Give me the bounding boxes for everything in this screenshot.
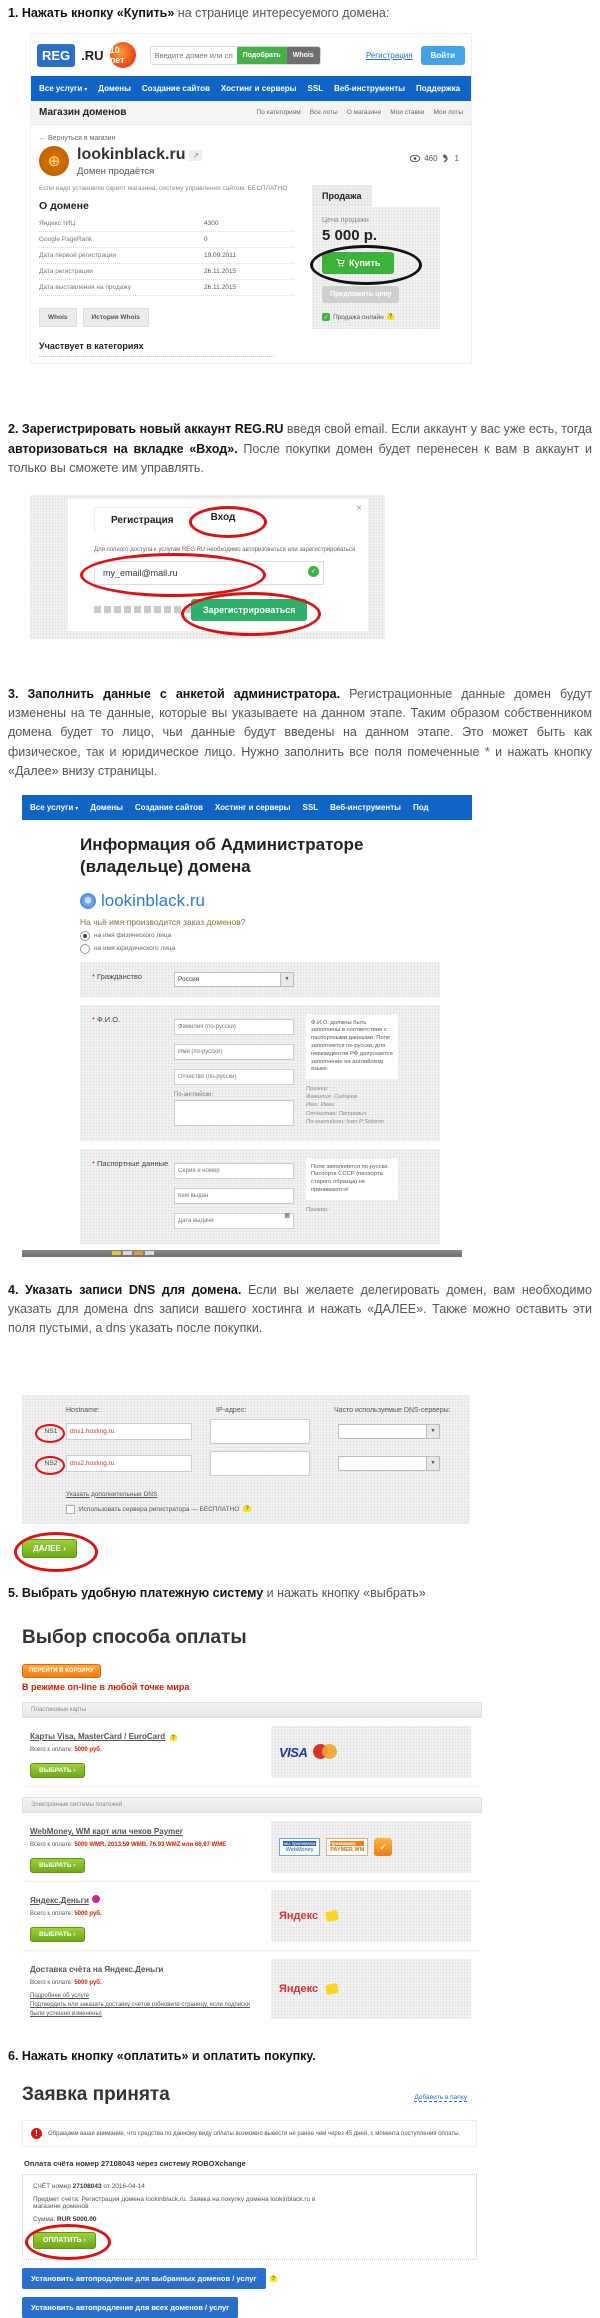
nav-item-all-services[interactable] — [30, 803, 78, 812]
cart-icon — [336, 259, 345, 267]
table-row — [39, 216, 294, 232]
radio-individual-row[interactable] — [80, 931, 472, 941]
subnav-my-lots[interactable]: Мои лоты — [433, 109, 463, 117]
table-row — [39, 232, 294, 248]
registrar-dns-checkbox-row — [66, 1505, 456, 1514]
screenshot-domain-store — [30, 33, 472, 364]
autorenew-selected-row — [22, 2268, 477, 2289]
about-domain-title: О домене — [39, 200, 89, 213]
ns-label: NS1 — [44, 1427, 58, 1435]
step-6-text — [8, 2047, 592, 2066]
whois-button[interactable]: Whois — [39, 308, 77, 327]
email-field[interactable] — [94, 561, 324, 585]
select-button[interactable] — [30, 1858, 85, 1873]
select-label: ВЫБРАТЬ — [39, 1862, 72, 1870]
fio-hint-column — [306, 1015, 398, 1131]
external-link-icon[interactable]: ↗ — [189, 150, 202, 161]
method-info — [30, 1821, 255, 1873]
select-label: ВЫБРАТЬ — [39, 1931, 72, 1939]
total-amount: 5000 руб. — [74, 1980, 102, 1987]
nav-item-sites[interactable]: Создание сайтов — [134, 803, 203, 813]
ns1-hostname-field[interactable] — [66, 1423, 192, 1440]
checkbox[interactable] — [66, 1505, 75, 1514]
fio-example — [306, 1085, 398, 1126]
method-name: Доставка счёта на Яндекс.Деньги — [30, 1965, 164, 1975]
nav-item-all-services[interactable] — [39, 84, 87, 93]
row-label: Дата первой регистрации — [39, 252, 117, 260]
modal-bottom-row — [94, 599, 358, 621]
radio-legal-label: на имя юридического лица — [94, 945, 176, 953]
yandex-logo: Яндекс — [279, 1910, 319, 1923]
invoice-number: 27108043 — [72, 2183, 102, 2191]
row-value: 19.09.2011 — [204, 252, 237, 260]
buy-label: Купить — [349, 258, 381, 269]
whois-header-button[interactable]: Whois — [287, 47, 320, 64]
step-4-rest: Если вы желаете делегировать домен, вам необходимо указать для домена dns записи вашего хостинга и нажать «ДАЛЕЕ». Также можно оставить эти поля пустыми, а dns указать после покупки. — [8, 1282, 592, 1336]
domain-row — [80, 891, 472, 911]
add-to-folder-link[interactable]: Добавить в папку — [414, 2094, 467, 2102]
citizenship-section — [80, 962, 440, 997]
step-2-rest2: После покупки домен будет перенесен к вам в аккаунт и только вы сможете им управлять. — [8, 441, 592, 476]
select-label: ВЫБРАТЬ — [39, 1767, 72, 1775]
dns-box — [22, 1395, 470, 1524]
example-line: Фамилия: Сидоров — [306, 1094, 358, 1101]
order-accepted-title: Заявка принята — [22, 2084, 170, 2106]
firstname-field[interactable] — [174, 1044, 294, 1060]
citizenship-label — [92, 972, 174, 987]
passport-label — [92, 1159, 174, 1234]
ns2-tag — [36, 1460, 66, 1467]
method-total — [30, 1911, 255, 1917]
passport-example-label: Пример: — [306, 1206, 329, 1213]
dns-column-headers — [36, 1407, 456, 1414]
regru-logo[interactable]: REG — [37, 44, 75, 67]
passport-inputs — [174, 1159, 292, 1234]
whois-history-button[interactable]: История Whois — [83, 308, 149, 327]
screenshot-cut-edge — [22, 1250, 462, 1257]
nav-label: Все услуги — [30, 803, 74, 813]
required-mark: * — [92, 1158, 95, 1168]
method-link[interactable]: WebMoney, WM карт или чеков Paymer — [30, 1827, 183, 1837]
step-1-rest: на странице интересуемого домена: — [174, 6, 390, 20]
signup-modal — [68, 499, 368, 631]
help-icon[interactable]: ? — [245, 1506, 250, 1513]
step-3-text — [8, 685, 592, 782]
invoice-subject-line: Предмет счёта: Регистрация домена lookinblack.ru. Заявка на покупку домена lookinblack.ru в магазине доменов — [33, 2196, 316, 2211]
total-label: Всего к оплате: — [30, 1980, 73, 1987]
chevron-down-icon: ▼ — [426, 1425, 439, 1438]
group-header-emoney: Электронные системы платежей — [22, 1797, 482, 1813]
nav-item-ssl[interactable]: SSL — [307, 84, 324, 94]
invoice-sum-line — [33, 2216, 466, 2223]
next-button[interactable] — [22, 1539, 77, 1558]
price-label: Цена продажи — [322, 217, 369, 225]
help-icon[interactable]: ? — [271, 2275, 276, 2282]
warning-box — [22, 2120, 477, 2147]
step-1-text — [8, 4, 592, 23]
help-icon[interactable]: ? — [388, 314, 393, 321]
step-2-bold1: 2. Зарегистрировать новый аккаунт REG.RU — [8, 422, 284, 437]
webmoney-caption: мы принимаем — [284, 1841, 316, 1847]
gavel-icon — [442, 154, 451, 163]
sale-tab[interactable]: Продажа — [312, 185, 372, 207]
method-total — [30, 1842, 255, 1848]
screenshot-dns-form — [22, 1395, 470, 1558]
lot-left-column — [39, 185, 294, 357]
method-total — [30, 1747, 255, 1753]
row-label: Google PageRank — [39, 236, 93, 244]
owner-question: На чьё имя производится заказ доменов? — [80, 916, 246, 927]
domain-header-row — [39, 146, 463, 177]
radio-legal-row[interactable] — [80, 944, 472, 954]
method-link[interactable]: Карты Visa, MasterCard / EuroCard — [30, 1732, 166, 1742]
regru-logo-ru: .RU — [81, 47, 104, 63]
paymer-caption: принимаем — [330, 1841, 364, 1846]
invoice-number-pre: СЧЁТ номер — [33, 2183, 73, 2191]
mastercard-logo — [313, 1744, 339, 1760]
subnav-about-store[interactable]: О магазине — [346, 109, 382, 117]
payment-method-row — [22, 1813, 482, 1882]
next-button-wrap — [22, 1538, 112, 1558]
row-value: 0 — [204, 236, 208, 244]
row-value: 26.11.2015 — [204, 284, 237, 292]
step-1-bold: 1. Нажать кнопку «Купить» — [8, 6, 175, 20]
lot-page-body — [31, 125, 471, 363]
chevron-down-icon: ▼ — [280, 973, 293, 986]
back-to-store-link[interactable] — [39, 135, 463, 142]
pay-button-wrap — [33, 2229, 113, 2249]
search-submit-button[interactable]: Подобрать — [237, 47, 287, 64]
nav-item-domains[interactable]: Домены — [90, 803, 123, 813]
total-label: Всего к оплате: — [30, 1911, 73, 1918]
autorenew-selected-button[interactable]: Установить автопродление для выбранных доменов / услуг — [22, 2268, 266, 2289]
lot-stats — [410, 146, 463, 163]
login-button[interactable]: Войти — [421, 46, 465, 65]
invoice-box — [22, 2174, 477, 2260]
method-logos — [271, 1959, 471, 2019]
middlename-field[interactable] — [174, 1069, 294, 1085]
row-label: Яндекс тИЦ — [39, 220, 76, 228]
arrow-right-icon: › — [73, 1767, 76, 1775]
sum-label: Сумма: — [33, 2216, 58, 2224]
screenshot-invoice — [22, 2076, 477, 2318]
method-info — [30, 1726, 255, 1778]
secure-check-icon: ✓ — [374, 1838, 392, 1856]
coin-icon — [325, 1983, 339, 1995]
table-row — [39, 248, 294, 264]
nav-item-domains[interactable]: Домены — [98, 84, 131, 94]
domain-title-block — [77, 146, 202, 177]
citizenship-select[interactable] — [174, 972, 294, 987]
yandex-money-icon — [92, 1895, 100, 1903]
webmoney-label: WebMoney — [285, 1847, 314, 1854]
lot-columns — [39, 185, 463, 357]
domain-name: lookinblack.ru — [77, 146, 186, 164]
step-4-bold: 4. Указать записи DNS для домена. — [8, 1282, 242, 1297]
webmoney-logo — [279, 1838, 320, 1856]
eye-icon — [410, 155, 420, 162]
anniversary-badge: 10 лет — [110, 42, 136, 68]
row-label: Дата регистрации — [39, 268, 93, 276]
arrow-right-icon: › — [63, 1543, 66, 1553]
required-mark: * — [92, 971, 95, 981]
method-logos — [271, 1890, 471, 1942]
passport-section — [80, 1149, 440, 1244]
dns-row-ns1 — [36, 1419, 456, 1444]
sale-price: 5 000 р. — [322, 227, 378, 245]
row-value: 26.11.2015 — [204, 268, 237, 276]
nav-item-hosting[interactable]: Хостинг и серверы — [214, 803, 291, 813]
tab-login[interactable]: Вход — [210, 511, 236, 523]
nav-item-sites[interactable]: Создание сайтов — [141, 84, 210, 94]
row-label: Дата выставления на продажу — [39, 284, 132, 292]
store-subnav — [31, 101, 471, 125]
yandex-logo: Яндекс — [279, 1983, 319, 1996]
screenshot-admin-form — [22, 795, 472, 1256]
warning-icon: ! — [31, 2128, 42, 2139]
views-count: 460 — [424, 154, 438, 164]
payment-method-row — [22, 1882, 482, 1951]
passport-date-wrap — [174, 1209, 294, 1226]
step-2-text — [8, 420, 592, 478]
store-title: Магазин доменов — [39, 107, 127, 119]
fio-hint: Ф.И.О. должны быть заполнены в соответствии с паспортными данными. Поле заполняется по-русски, для нерезидентов РФ допускается заполнение на английском языке. — [306, 1015, 398, 1080]
confirm-delivery-link[interactable]: Подтвердить или заказать доставку счетов (обновите страницу, если подписки были успешно изменены) — [30, 2002, 251, 2018]
passport-date-field[interactable] — [174, 1213, 294, 1229]
help-icon[interactable]: ? — [171, 1735, 176, 1742]
label-text: Паспортные данные — [97, 1158, 169, 1168]
payment-method-row — [22, 1718, 482, 1787]
whois-buttons — [39, 308, 294, 327]
buy-button[interactable] — [322, 252, 394, 274]
auth-info-text: Для полного доступа к услугам REG.RU необходимо авторизоваться или зарегистрироваться — [94, 546, 356, 553]
ns1-ip-field[interactable] — [210, 1419, 310, 1444]
passport-hint: Поле заполняется по-русски. Паспорта СССР (паспорта старого образца) не принимаются! — [306, 1159, 398, 1200]
pay-label: ОПЛАТИТЬ — [43, 2237, 82, 2245]
ns2-common-select[interactable] — [338, 1456, 440, 1471]
passport-issuer-field[interactable] — [174, 1188, 294, 1204]
domain-status: Домен продаётся — [77, 166, 155, 178]
passport-number-field[interactable] — [174, 1163, 294, 1179]
domain-search-bar — [150, 46, 321, 65]
ns1-common-select[interactable] — [338, 1424, 440, 1439]
subnav-by-category[interactable]: По категориям — [256, 109, 301, 117]
invoice-number-post: от 2016-04-14 — [101, 2183, 145, 2191]
step-5-bold: 5. Выбрать удобную платежную систему — [8, 1585, 264, 1600]
back-arrow-icon: ← — [39, 135, 46, 143]
table-row — [39, 280, 294, 296]
nav-label: Все услуги — [39, 84, 83, 94]
label-text: Ф.И.О. — [97, 1014, 121, 1024]
total-amount: 5000 WMR, 2013.59 WMB, 76.93 WMZ или 66.97 WME — [74, 1842, 227, 1849]
domain-search-input[interactable] — [151, 47, 237, 64]
screenshot-signup-modal — [30, 495, 385, 639]
payment-title: Выбор способа оплаты — [22, 1627, 247, 1649]
nav-item-support[interactable]: Под — [413, 803, 429, 813]
nav-item-webtools[interactable]: Веб-инструменты — [330, 803, 401, 813]
arrow-right-icon: › — [73, 1931, 76, 1939]
example-line: Имя: Иван — [306, 1102, 334, 1109]
signup-button[interactable]: Зарегистрироваться — [191, 599, 307, 621]
invoice-pay-heading: Оплата счёта номер 27108043 через систему ROBOXchange — [24, 2159, 246, 2169]
seller-note: Если надо установлю скрипт магазина, систему управления сайтом. БЕСПЛАТНО — [39, 185, 288, 193]
chevron-down-icon: ▾ — [84, 87, 88, 94]
row-value: 4300 — [204, 220, 219, 228]
main-nav — [31, 76, 471, 101]
method-info — [30, 1890, 255, 1942]
sum-value: RUR 5000.00 — [57, 2216, 97, 2224]
header-account-area — [366, 46, 465, 65]
fio-label — [92, 1015, 174, 1131]
admin-form-title: Информация об Администраторе (владельце) домена — [80, 835, 364, 877]
sale-online-label: Продажа онлайн — [333, 313, 384, 321]
english-name-field[interactable] — [174, 1100, 294, 1126]
ns2-hostname-field[interactable] — [66, 1455, 192, 1472]
example-label: Пример: — [306, 1086, 329, 1093]
method-logos — [271, 1726, 471, 1778]
radio-individual-label: на имя физического лица — [94, 932, 172, 940]
sale-panel-body — [312, 207, 440, 329]
go-to-cart-button[interactable]: ПЕРЕЙТИ В КОРЗИНУ — [22, 1664, 101, 1678]
sale-panel — [312, 185, 440, 357]
required-mark: * — [92, 1014, 95, 1024]
back-label: Вернуться в магазин — [47, 135, 116, 143]
close-icon[interactable]: × — [356, 502, 362, 514]
subnav-my-bids[interactable]: Мои ставки — [390, 109, 425, 117]
delivery-links — [30, 1992, 255, 2019]
ip-header: IP-адрес: — [216, 1406, 247, 1414]
select-button[interactable] — [30, 1927, 85, 1942]
categories-title: Участвует в категориях — [39, 341, 274, 357]
total-amount: 5000 руб. — [74, 1911, 102, 1918]
warning-text: Обращаем ваше внимание, что средства по данному виду оплаты возможно вывести не ранее чем через 45 дней, с момента поступления оплаты. — [48, 2130, 461, 2137]
method-link[interactable]: Яндекс.Деньги — [30, 1896, 89, 1906]
dns-row-ns2 — [36, 1451, 456, 1476]
lastname-field[interactable] — [174, 1019, 294, 1035]
checkbox-label: Использовать сервера регистратора — БЕСПЛАТНО — [79, 1505, 240, 1513]
autorenew-all-row — [22, 2297, 477, 2318]
ns1-tag — [36, 1428, 66, 1435]
globe-icon: ⊕ — [39, 146, 69, 176]
sale-online-row — [322, 313, 430, 321]
total-label: Всего к оплате: — [30, 1747, 73, 1754]
ns2-ip-field[interactable] — [210, 1451, 310, 1476]
paymer-logo — [326, 1838, 368, 1856]
subnav-all-lots[interactable]: Все лоты — [309, 109, 338, 117]
tab-register[interactable]: Регистрация — [94, 507, 191, 533]
step-2-bold2: авторизоваться на вкладке «Вход». — [8, 441, 238, 456]
domain-name: lookinblack.ru — [101, 890, 205, 910]
step-4-text — [8, 1281, 592, 1339]
passport-hint-column — [306, 1159, 398, 1234]
label-text: Гражданство — [97, 971, 142, 981]
social-login-icons[interactable] — [94, 606, 191, 613]
fio-section — [80, 1005, 440, 1141]
step-3-bold: 3. Заполнить данные с анкетой администратора. — [8, 686, 341, 701]
more-dns-link[interactable]: Указать дополнительные DNS — [66, 1490, 158, 1498]
step-5-text — [8, 1584, 592, 1603]
paymer-label: PAYMER.WM — [330, 1847, 365, 1854]
citizenship-value: Россия — [178, 975, 200, 983]
arrow-right-icon: › — [83, 2237, 87, 2245]
step-3-rest: Регистрационные данные домен будут изменены на те данные, которые вы указываете на данном этапе. Таким образом собственником домена будет то лицо, чьи данные будут введены на данном этапе. Это может быть как физическое, так и юридическое лицо. Нужно заполнить все поля помеченные * и нажать кнопку «Далее» внизу страницы. — [8, 686, 593, 778]
pay-button[interactable] — [33, 2232, 96, 2249]
nav-item-ssl[interactable]: SSL — [302, 803, 319, 813]
store-subnav-links — [257, 109, 463, 116]
step-2-rest1: введя свой email. Если аккаунт у вас уже есть, тогда — [283, 422, 592, 437]
chevron-down-icon: ▼ — [426, 1457, 439, 1470]
nav-item-hosting[interactable]: Хостинг и серверы — [220, 84, 297, 94]
step-5-rest: и нажать кнопку «выбрать» — [263, 1585, 426, 1600]
method-total — [30, 1980, 255, 1986]
payment-method-row — [22, 1951, 482, 2027]
chevron-down-icon: ▾ — [75, 806, 79, 813]
radio-icon[interactable] — [80, 931, 90, 941]
calendar-icon[interactable]: ▦ — [284, 1212, 290, 1219]
nav-item-support[interactable]: Поддержка — [416, 84, 461, 94]
check-icon: ✓ — [323, 314, 329, 321]
nav-item-webtools[interactable]: Веб-инструменты — [334, 84, 405, 94]
email-field-wrap — [94, 561, 324, 585]
total-amount: 5000 руб. — [74, 1747, 102, 1754]
next-label: ДАЛЕЕ — [33, 1543, 61, 1553]
arrow-right-icon: › — [73, 1862, 76, 1870]
total-label: Всего к оплате: — [30, 1842, 73, 1849]
screenshot-payment — [22, 1627, 482, 2027]
autorenew-all-button[interactable]: Установить автопродление для всех доменов / услуг — [22, 2297, 238, 2318]
auth-tabs — [68, 499, 368, 533]
hostname-header: Hostname: — [66, 1406, 100, 1414]
example-line: Отчество: Петрович — [306, 1110, 367, 1117]
online-note: В режиме on-line в любой точке мира — [22, 1682, 190, 1693]
coin-icon — [325, 1910, 339, 1922]
table-row — [39, 264, 294, 280]
regru-header — [31, 34, 471, 76]
method-info — [30, 1959, 255, 2019]
offer-price-button[interactable]: Предложить цену — [322, 286, 399, 303]
fio-inputs — [174, 1015, 292, 1131]
valid-check-icon: ✓ — [308, 566, 319, 577]
bids-count: 1 — [454, 154, 459, 164]
registration-link[interactable]: Регистрация — [365, 50, 413, 60]
select-button[interactable] — [30, 1763, 85, 1778]
method-logos — [271, 1821, 471, 1873]
main-nav — [22, 795, 472, 820]
visa-logo: VISA — [279, 1744, 308, 1760]
common-dns-header: Часто используемые DNS-серверы: — [334, 1406, 451, 1414]
globe-icon: ⊕ — [80, 893, 96, 909]
ns-label: NS2 — [44, 1459, 58, 1467]
about-service-link[interactable]: Подробнее об услуге — [30, 1993, 90, 2000]
group-header-cards: Пластиковые карты — [22, 1702, 482, 1718]
english-name-label: По-английски: — [174, 1091, 214, 1098]
radio-icon[interactable] — [80, 944, 90, 954]
example-line: По-английски: Ivan P Sidorov — [306, 1118, 384, 1125]
step-6-bold: 6. Нажать кнопку «оплатить» и оплатить покупку. — [8, 2049, 316, 2064]
invoice-number-line — [33, 2183, 466, 2190]
